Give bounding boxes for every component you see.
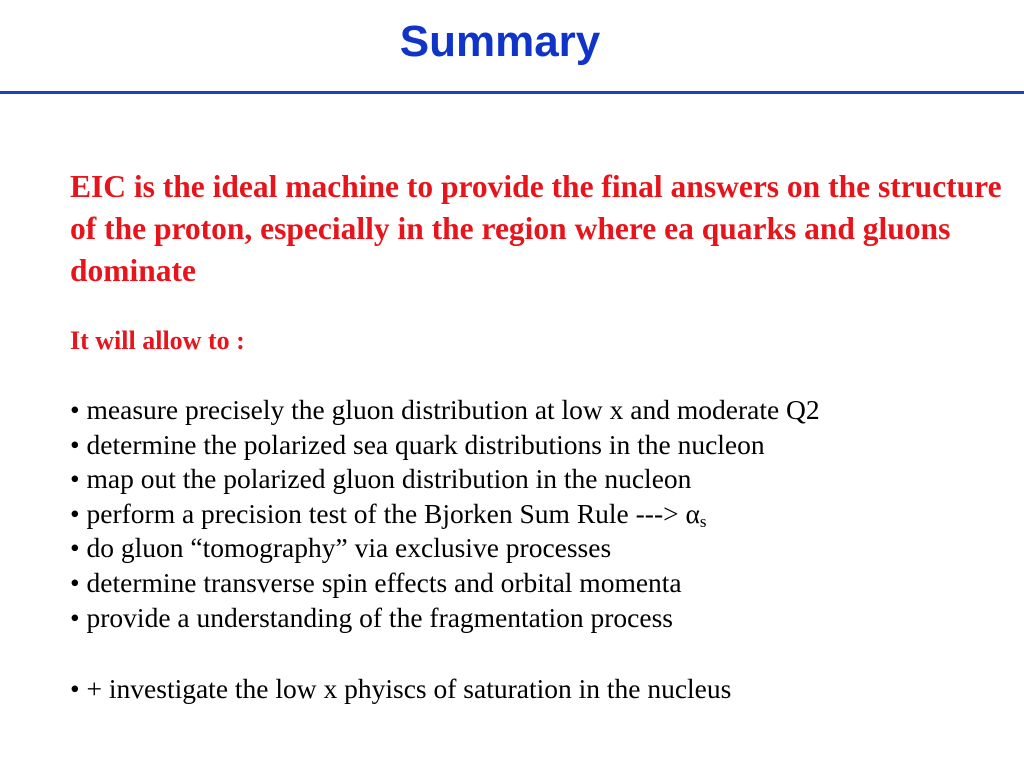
bullet-text: do gluon “tomography” via exclusive processes [86, 532, 612, 564]
bullet-text: map out the polarized gluon distribution in the nucleon [86, 463, 692, 495]
bullet-item [70, 462, 1020, 497]
lead-statement: EIC is the ideal machine to provide the final answers on the structure of the proton, especially in the region where ea quarks and gluons dominate [70, 169, 1002, 288]
bullet-symbol: • [70, 673, 80, 704]
bullet-symbol: • [70, 532, 80, 564]
alpha-subscript: s [699, 511, 707, 531]
bullet-text: perform a precision test of the Bjorken Sum Rule ---> [86, 497, 679, 529]
bullet-symbol: • [70, 601, 80, 633]
bullet-symbol: • [70, 428, 80, 460]
bullet-item [70, 601, 1020, 636]
bullet-text: measure precisely the gluon distribution at low x and moderate Q2 [86, 394, 820, 425]
alpha-symbol: α [685, 497, 700, 529]
bullet-symbol: • [70, 566, 80, 598]
bullet-text: determine transverse spin effects and orbital momenta [86, 566, 682, 598]
bullet-item [70, 428, 1020, 463]
bullet-text: provide a understanding of the fragmentation process [86, 601, 673, 633]
bullet-symbol: • [70, 394, 80, 425]
bullet-symbol: • [70, 463, 80, 495]
bullet-item [70, 566, 1020, 601]
title-divider [0, 91, 1024, 94]
allow-heading: It will allow to : [70, 326, 245, 355]
extra-bullet [70, 672, 731, 706]
alpha-s-symbol [686, 498, 707, 529]
slide-title: Summary [399, 17, 601, 66]
bullet-symbol: • [70, 497, 80, 529]
extra-bullet-text: + investigate the low x phyiscs of saturation in the nucleus [86, 673, 732, 704]
bullet-list [70, 393, 1020, 635]
bullet-item [70, 393, 1020, 428]
bullet-text: determine the polarized sea quark distributions in the nucleon [86, 428, 765, 460]
bullet-item [70, 531, 1020, 566]
bullet-item [70, 497, 1020, 532]
